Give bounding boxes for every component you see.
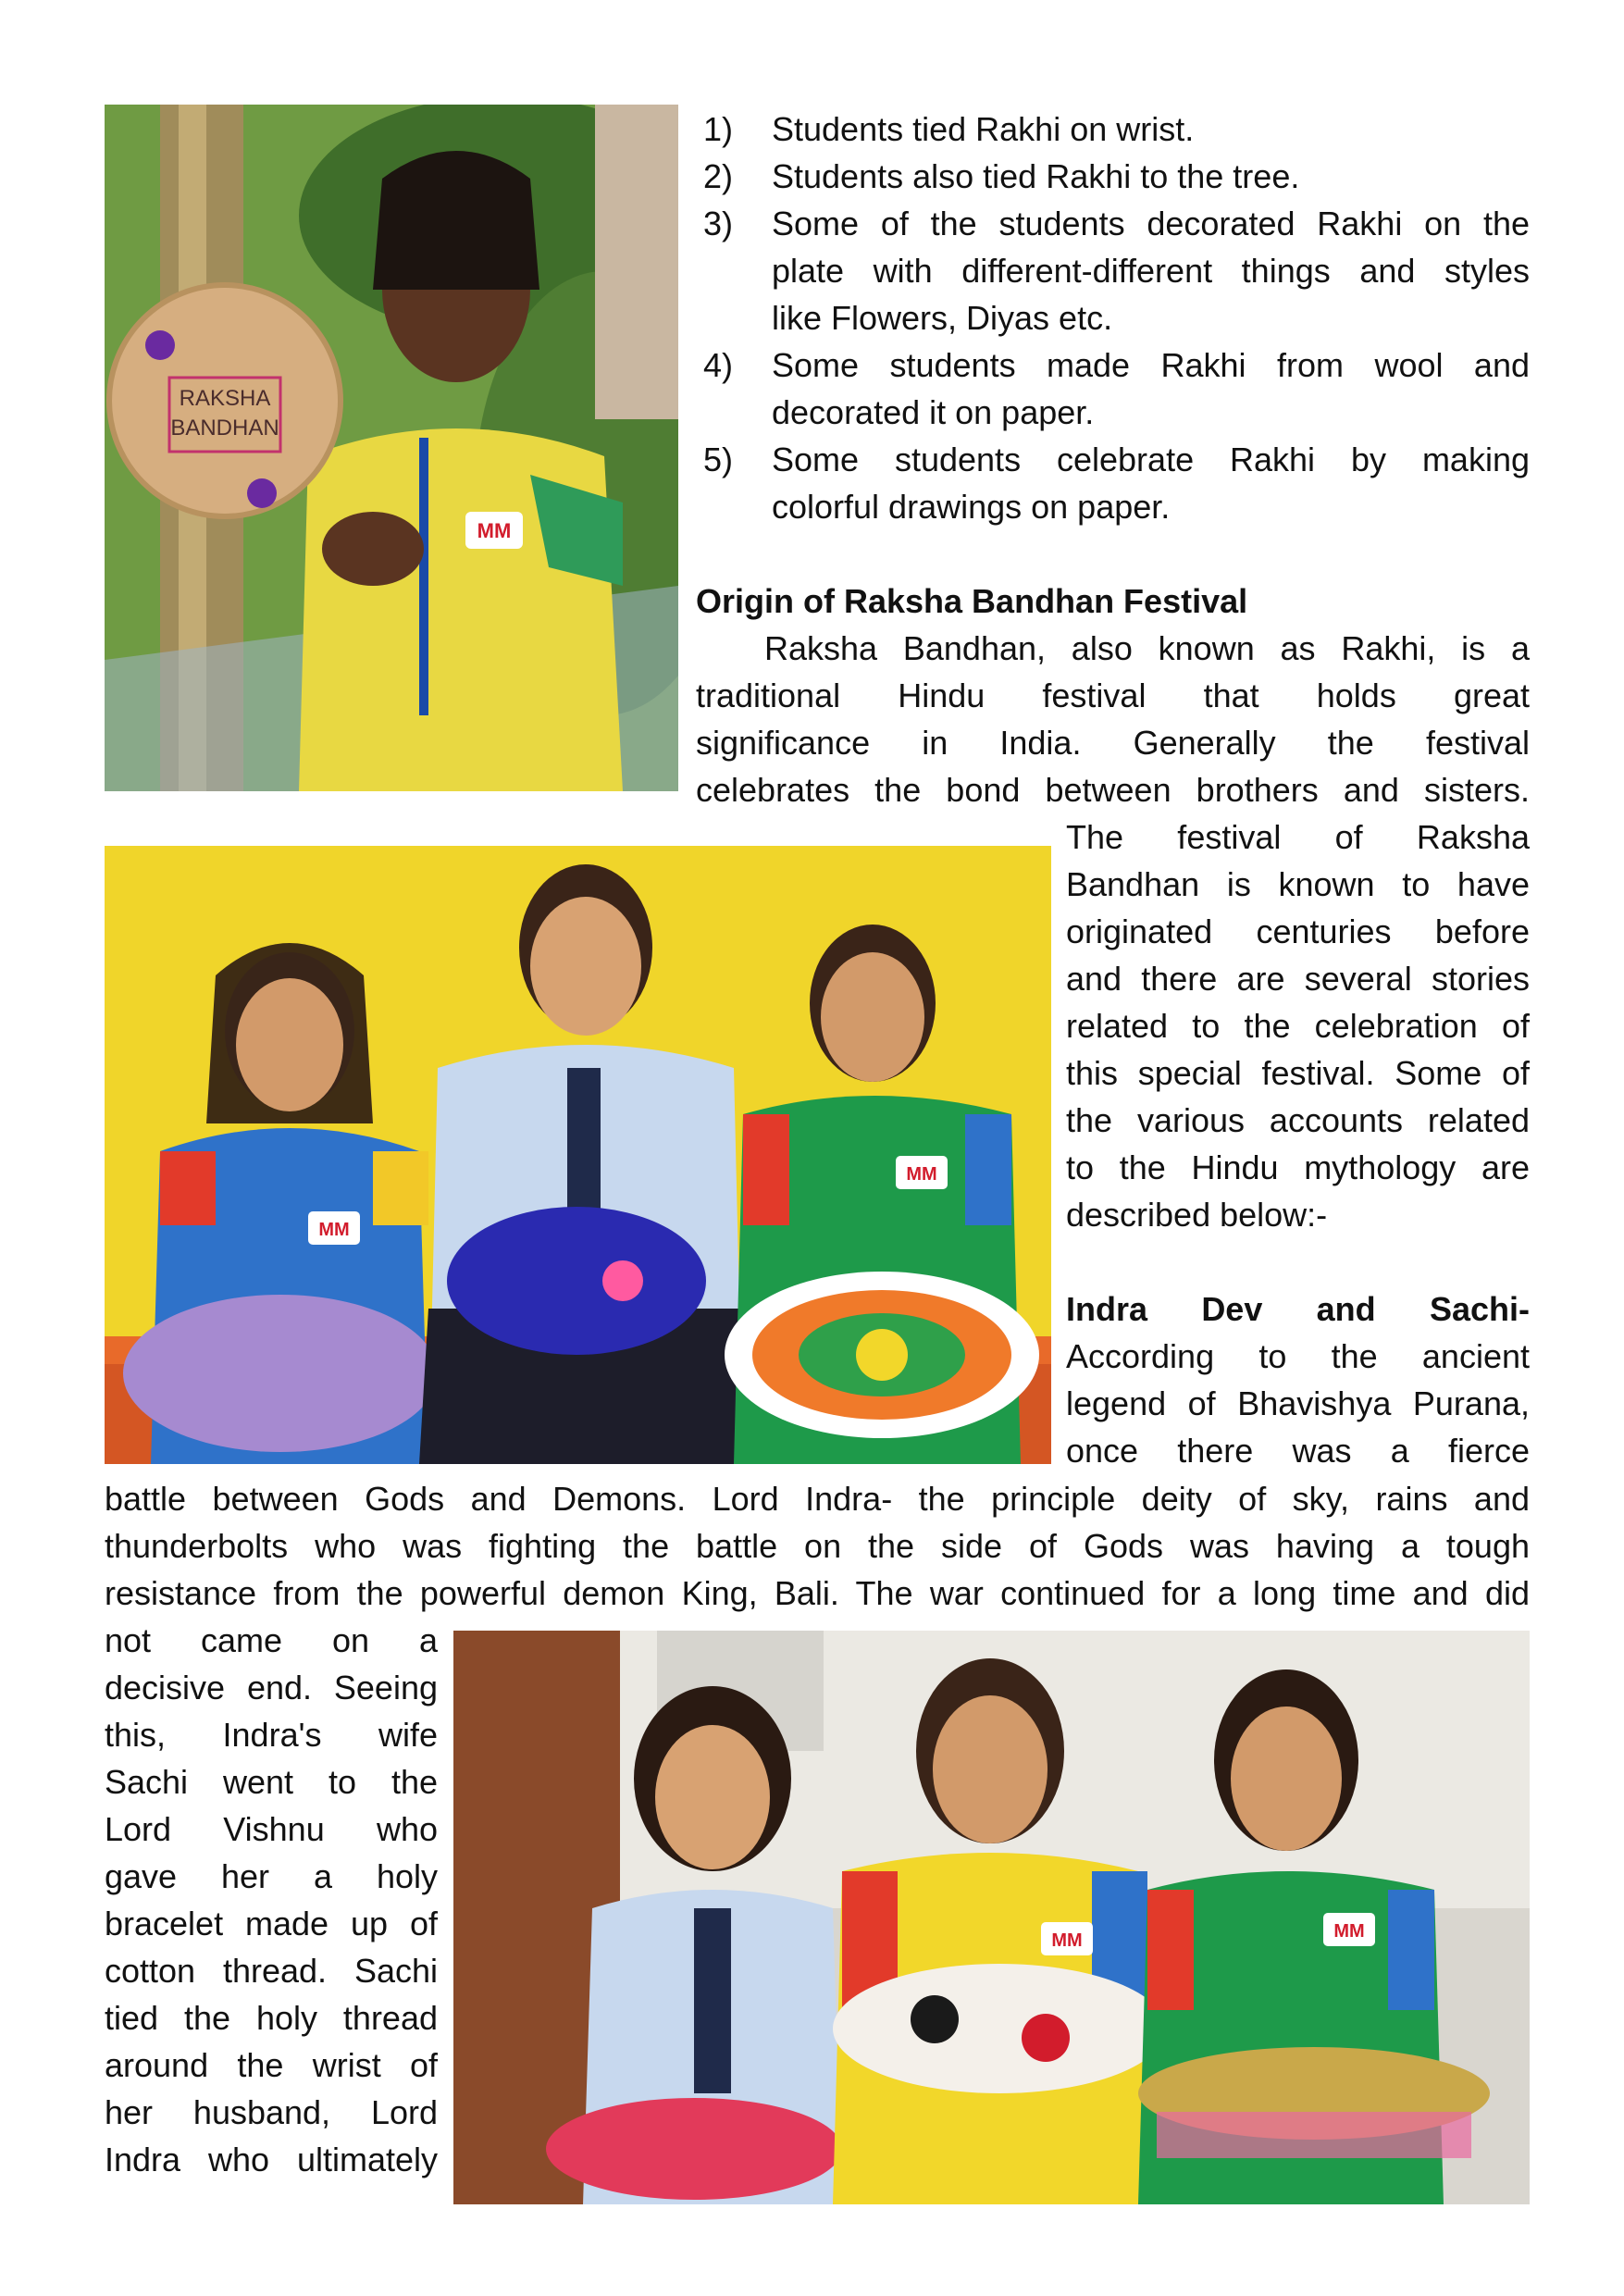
origin-side-text bbox=[1066, 813, 1530, 1474]
list-item-number: 1) bbox=[703, 110, 734, 148]
list-item bbox=[703, 105, 1530, 153]
origin-side-line: Bandhan is known to have bbox=[1066, 865, 1530, 903]
origin-side-line: this special festival. Some of bbox=[1066, 1054, 1530, 1092]
indra-side-line: legend of Bhavishya Purana, bbox=[1066, 1384, 1530, 1422]
list-item-line: Some students made Rakhi from wool and bbox=[772, 346, 1530, 384]
indra-full-line: resistance from the powerful demon King, Bali. The war continued for a long time and did bbox=[105, 1574, 1530, 1612]
indra-left-line: Lord Vishnu who bbox=[105, 1810, 438, 1848]
origin-section bbox=[696, 577, 1530, 813]
origin-side-line: the various accounts related bbox=[1066, 1101, 1530, 1139]
origin-line: celebrates the bond between brothers and sisters. bbox=[696, 771, 1530, 809]
indra-left-text bbox=[105, 1617, 438, 2183]
photo-2-badge-2: MM bbox=[906, 1164, 937, 1185]
photo-girl-holding-raksha-bandhan-plate bbox=[105, 105, 678, 791]
photo-2-badge-1: MM bbox=[318, 1220, 350, 1240]
indra-left-line: Sachi went to the bbox=[105, 1763, 438, 1801]
origin-side-line: and there are several stories bbox=[1066, 960, 1530, 998]
indra-left-line: not came on a bbox=[105, 1621, 438, 1659]
photo-2-illustration bbox=[105, 846, 1051, 1464]
indra-full-text bbox=[105, 1475, 1530, 1617]
spacer bbox=[1066, 1238, 1530, 1285]
indra-side-line: once there was a fierce bbox=[1066, 1432, 1530, 1470]
indra-full-line: thunderbolts who was fighting the battle on the side of Gods was having a tough bbox=[105, 1527, 1530, 1565]
list-item bbox=[703, 341, 1530, 436]
origin-heading: Origin of Raksha Bandhan Festival bbox=[696, 582, 1248, 620]
activity-list bbox=[703, 105, 1530, 530]
origin-side-line: related to the celebration of bbox=[1066, 1007, 1530, 1045]
indra-left-line: tied the holy thread bbox=[105, 1999, 438, 2037]
origin-side-line: originated centuries before bbox=[1066, 912, 1530, 950]
indra-left-line: gave her a holy bbox=[105, 1857, 438, 1895]
indra-left-line: her husband, Lord bbox=[105, 2093, 438, 2131]
origin-side-line: to the Hindu mythology are bbox=[1066, 1148, 1530, 1186]
list-item-line: like Flowers, Diyas etc. bbox=[772, 299, 1113, 337]
list-item-line: plate with different-different things and styles bbox=[772, 252, 1530, 290]
indra-left-line: this, Indra's wife bbox=[105, 1716, 438, 1754]
photo-three-girls-with-decorated-plates bbox=[453, 1631, 1530, 2204]
indra-left-line: bracelet made up of bbox=[105, 1905, 438, 1942]
photo-three-girls-holding-rakhi-thalis bbox=[105, 846, 1051, 1464]
list-item-number: 4) bbox=[703, 346, 734, 384]
photo-1-sign: RAKSHA BANDHAN bbox=[170, 386, 279, 441]
list-item bbox=[703, 153, 1530, 200]
origin-line: traditional Hindu festival that holds great bbox=[696, 676, 1530, 714]
photo-1-badge: MM bbox=[477, 519, 512, 542]
list-item bbox=[703, 200, 1530, 341]
indra-left-line: decisive end. Seeing bbox=[105, 1669, 438, 1706]
photo-3-badge-1: MM bbox=[1051, 1930, 1083, 1951]
list-item-text: Students tied Rakhi on wrist. bbox=[772, 110, 1195, 148]
indra-full-line: battle between Gods and Demons. Lord Indra- the principle deity of sky, rains and bbox=[105, 1480, 1530, 1518]
indra-heading: Indra Dev and Sachi- bbox=[1066, 1290, 1530, 1328]
list-item-number: 3) bbox=[703, 205, 734, 242]
origin-line: significance in India. Generally the festival bbox=[696, 724, 1530, 762]
photo-3-badge-2: MM bbox=[1333, 1921, 1365, 1942]
indra-left-line: cotton thread. Sachi bbox=[105, 1952, 438, 1990]
origin-side-line: described below:- bbox=[1066, 1196, 1328, 1234]
indra-side-line: According to the ancient bbox=[1066, 1337, 1530, 1375]
list-item-number: 5) bbox=[703, 441, 734, 478]
list-item-text: Students also tied Rakhi to the tree. bbox=[772, 157, 1300, 195]
indra-left-line: around the wrist of bbox=[105, 2046, 438, 2084]
indra-left-line: Indra who ultimately bbox=[105, 2141, 438, 2178]
list-item bbox=[703, 436, 1530, 530]
origin-line: Raksha Bandhan, also known as Rakhi, is a bbox=[764, 629, 1530, 667]
list-item-line: colorful drawings on paper. bbox=[772, 488, 1171, 526]
origin-side-line: The festival of Raksha bbox=[1066, 818, 1530, 856]
list-item-line: Some students celebrate Rakhi by making bbox=[772, 441, 1530, 478]
photo-3-illustration bbox=[453, 1631, 1530, 2204]
photo-1-illustration bbox=[105, 105, 678, 791]
list-item-number: 2) bbox=[703, 157, 734, 195]
list-item-line: decorated it on paper. bbox=[772, 393, 1095, 431]
list-item-line: Some of the students decorated Rakhi on the bbox=[772, 205, 1530, 242]
